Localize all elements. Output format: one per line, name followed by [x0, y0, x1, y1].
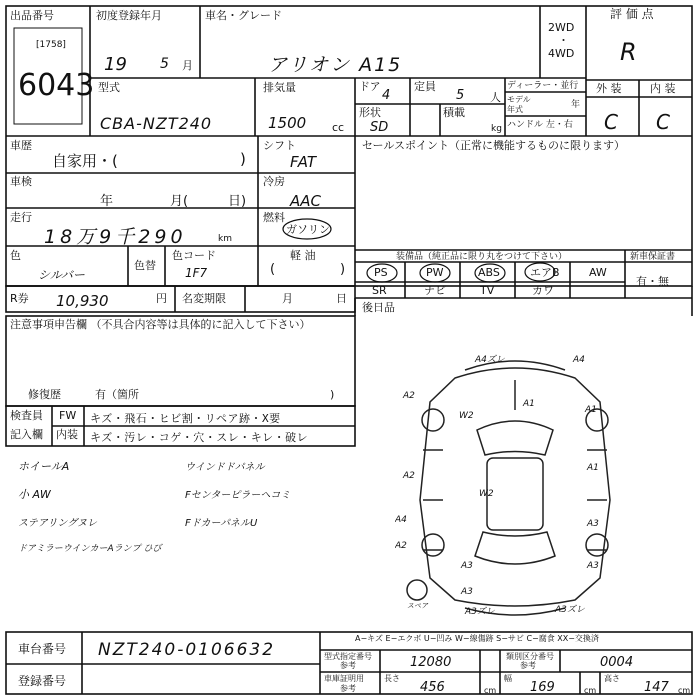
note-right-2: Fセンターピラーヘコミ: [185, 490, 291, 501]
first-reg-month: 5: [160, 56, 169, 72]
sales-point-label: セールスポイント（正常に機能するものに限ります）: [362, 139, 626, 152]
doors-value: 4: [382, 88, 391, 103]
displacement-label: 排気量: [263, 81, 296, 94]
mark-a4-front: A4: [573, 355, 585, 365]
type-cert-value: 12080: [410, 655, 452, 670]
repair-history-close: ): [330, 388, 335, 401]
interior-value: C: [656, 110, 670, 134]
lot-label: 出品番号: [10, 9, 54, 22]
repaint-label: 色替: [134, 259, 156, 272]
inspection-day: 日): [228, 194, 247, 209]
mark-a3-right-rear-door: A3: [587, 519, 599, 529]
height-value: 147: [644, 680, 669, 695]
width-label: 幅: [504, 674, 512, 683]
class-label: 類別区分番号: [506, 652, 554, 661]
exterior-label: 外 装: [596, 82, 622, 95]
mark-a3-zure-left: A3ズレ: [465, 607, 495, 617]
inspector-label-2: 記入欄: [10, 428, 43, 441]
name-change-month: 月: [282, 292, 293, 305]
fuel-close: ): [340, 262, 346, 277]
mark-w2-roof: W2: [479, 489, 494, 499]
equip-tv: TV: [480, 284, 495, 297]
later-label: 後日品: [362, 301, 395, 314]
shift-value: FAT: [290, 153, 317, 171]
vehicle-close: ): [240, 150, 246, 168]
fuel-label: 燃料: [263, 211, 285, 224]
mark-a4-zure: A4ズレ: [475, 355, 505, 365]
equipment-title: 装備品（純正品に限り丸をつけて下さい）: [396, 252, 568, 262]
capacity-value: 5: [456, 88, 465, 103]
mark-a2-left-door: A2: [403, 471, 415, 481]
equip-aw: AW: [589, 266, 607, 279]
note-right-1: ウインドドパネル: [185, 462, 265, 473]
drive-dot: ・: [558, 34, 569, 47]
class-sub: 参考: [520, 661, 536, 670]
cert-sub: 参考: [340, 684, 356, 693]
mark-a2-front-left: A2: [403, 391, 415, 401]
equip-leather: カワ: [532, 284, 554, 297]
shape-value: SD: [370, 120, 389, 135]
warranty-value: 有・無: [636, 275, 669, 288]
fuel-light: 軽 油: [290, 249, 316, 262]
inspection-year: 年: [100, 194, 114, 209]
equip-airbag: エアB: [530, 266, 560, 279]
color-label: 色: [10, 249, 21, 262]
mark-a3-zure-right: A3ズレ: [555, 605, 585, 615]
loading-label: 積載: [443, 106, 465, 119]
name-grade-value: アリオン A15: [268, 54, 403, 76]
doors-label: ドア: [359, 80, 381, 93]
interior-items: キズ・汚レ・コゲ・穴・スレ・キレ・破レ: [90, 431, 309, 444]
equip-pw: PW: [426, 266, 444, 279]
first-reg-year: 19: [104, 54, 127, 75]
shift-label: シフト: [263, 139, 296, 152]
name-grade-label: 車名・グレード: [205, 9, 282, 22]
note-left-2: 小 AW: [18, 488, 51, 501]
ac-label: 冷房: [263, 175, 285, 188]
note-left-3: ステアリングヌレ: [18, 518, 97, 529]
height-label: 高さ: [604, 674, 620, 683]
inspector-label-1: 検査員: [10, 409, 43, 422]
vehicle-label: 車歴: [10, 139, 32, 152]
car-damage-diagram: [395, 350, 635, 620]
first-reg-label: 初度登録年月: [96, 9, 162, 22]
fuel-open: (: [270, 262, 276, 277]
shape-label: 形状: [359, 106, 381, 119]
mark-a3-right-quarter: A3: [587, 561, 599, 571]
warranty-label: 新車保証書: [630, 252, 676, 262]
model-label: 型式: [98, 81, 120, 94]
mark-a4-left: A4: [395, 515, 407, 525]
mark-a1-hood: A1: [523, 399, 535, 409]
color-code-value: 1F7: [185, 266, 208, 280]
reg-label: 登録番号: [18, 674, 67, 688]
height-cm: cm: [678, 686, 691, 695]
inspection-month: 月(: [170, 194, 189, 209]
model-year-unit: 年: [571, 100, 581, 110]
note-left-4: ドアミラーウインカーAランプ ひび: [18, 544, 162, 554]
mark-spare: スペア: [407, 602, 428, 610]
mark-a1-right-door: A1: [587, 463, 599, 473]
chassis-label: 車台番号: [18, 642, 67, 656]
drive-2wd: 2WD: [548, 21, 575, 34]
cert-label: 車庫証明用: [324, 674, 364, 683]
loading-unit: kg: [491, 124, 502, 134]
model-value: CBA-NZT240: [100, 114, 213, 133]
interior-label: 内 装: [650, 82, 676, 95]
chassis-value: NZT240-0106632: [98, 640, 276, 660]
length-value: 456: [420, 680, 445, 695]
mark-w2-front: W2: [459, 411, 474, 421]
capacity-unit: 人: [490, 91, 501, 104]
type-cert-sub: 参考: [340, 661, 356, 670]
mark-a3-trunk: A3: [461, 587, 473, 597]
first-reg-month-unit: 月: [182, 59, 193, 72]
model-year-label: モデル: [507, 95, 531, 104]
drive-4wd: 4WD: [548, 47, 575, 60]
mileage-unit: km: [218, 234, 232, 244]
repair-history-label: 修復歴: [28, 388, 61, 401]
lot-number: 6043: [18, 68, 95, 103]
mark-a1-front-right: A1: [585, 405, 597, 415]
mileage-label: 走行: [10, 211, 32, 224]
lot-sub: [1758]: [36, 40, 66, 50]
inspection-label: 車検: [10, 175, 32, 188]
fw-items: キズ・飛石・ヒビ割・リペア跡・X要: [90, 412, 281, 425]
equip-ps: PS: [374, 266, 388, 279]
displacement-unit: cc: [332, 121, 345, 134]
equip-navi: ナビ: [424, 284, 446, 297]
color-value: シルバー: [38, 268, 85, 282]
recycle-unit: 円: [156, 292, 167, 305]
dealer-label: ディーラー・並行: [507, 81, 579, 91]
type-cert-label: 型式指定番号: [324, 652, 372, 661]
interior-check-label: 内装: [56, 428, 78, 441]
recycle-value: 10,930: [56, 292, 109, 310]
width-cm: cm: [584, 686, 597, 695]
color-code-label: 色コード: [172, 249, 216, 262]
fw-label: FW: [59, 409, 77, 422]
legend-text: A−キズ E−エクボ U−凹み W−線傷跡 S−サビ C−腐食 XX−交換済: [355, 634, 599, 643]
mark-a2-left-rear: A2: [395, 541, 407, 551]
exterior-value: C: [604, 110, 618, 134]
model-year-sub: 年式: [507, 105, 523, 114]
name-change-day: 日: [336, 292, 347, 305]
width-value: 169: [530, 680, 555, 695]
length-cm: cm: [484, 686, 497, 695]
length-label: 長さ: [384, 674, 400, 683]
repair-history-value: 有（箇所: [95, 388, 139, 401]
equip-abs: ABS: [478, 266, 500, 279]
handle-label: ハンドル 左・右: [507, 120, 573, 130]
note-left-1: ホイールA: [18, 460, 70, 473]
mileage-value: 18万9千290: [44, 226, 187, 248]
class-value: 0004: [600, 655, 634, 670]
mark-a3-left-quarter: A3: [461, 561, 473, 571]
equip-sr: SR: [372, 284, 387, 297]
capacity-label: 定員: [414, 80, 436, 93]
name-change-label: 名変期限: [182, 292, 226, 305]
eval-value: R: [620, 38, 637, 66]
notes-label: 注意事項申告欄 （不具合内容等は具体的に記入して下さい）: [10, 318, 311, 331]
fuel-gasoline: ガソリン: [286, 223, 330, 236]
recycle-label: R券: [10, 292, 29, 305]
displacement-value: 1500: [268, 114, 307, 132]
eval-label: 評 価 点: [610, 7, 654, 21]
vehicle-value: 自家用・(: [52, 152, 118, 170]
note-right-3: FドカーパネルU: [185, 518, 258, 529]
ac-value: AAC: [290, 192, 321, 210]
